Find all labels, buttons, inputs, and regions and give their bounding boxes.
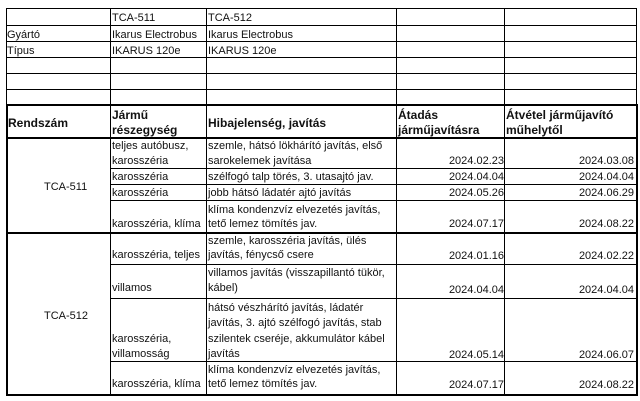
cell-fault: kábel) [208, 282, 238, 294]
cell-part: villamosság [112, 348, 170, 360]
cell-fault: tető lemez tömítés jav. [208, 218, 318, 230]
header-part-line2: részegység [112, 123, 178, 137]
cell-fault: sarokelemek javítása [208, 155, 312, 167]
grid-line-vertical [206, 8, 207, 104]
cell-fault: javítás, 3. ajtó szélfogó javítás, stab [208, 317, 382, 329]
grid-line-vertical [396, 104, 397, 396]
grid-line-horizontal [6, 104, 636, 106]
cell-receipt-date: 2024.06.29 [578, 187, 634, 199]
cell-receipt-date: 2024.08.22 [578, 379, 634, 391]
cell-receipt-date: 2024.04.04 [578, 171, 634, 183]
cell-fault: villamos javítás (visszapillantó tükör, [208, 267, 385, 279]
info-header-col2: TCA-512 [208, 12, 253, 24]
grid-line-horizontal [6, 89, 636, 90]
cell-part: karosszéria [112, 187, 169, 199]
info-type-col2: IKARUS 120e [208, 45, 277, 57]
grid-line-horizontal [110, 200, 636, 201]
cell-receipt-date: 2024.08.22 [578, 218, 634, 230]
cell-handover-date: 2024.07.17 [448, 379, 504, 391]
group-plate: TCA-511 [44, 181, 88, 193]
grid-line-horizontal [6, 394, 636, 396]
header-receipt-line1: Átvétel járműjavító [506, 108, 614, 122]
info-type-col1: IKARUS 120e [112, 45, 181, 57]
cell-fault: jobb hátsó ládatér ajtó javítás [208, 187, 352, 199]
info-manufacturer-col1: Ikarus Electrobus [112, 29, 197, 41]
cell-fault: szélfogó talp törés, 3. utasajtó jav. [208, 171, 374, 183]
cell-handover-date: 2024.05.26 [448, 187, 504, 199]
cell-handover-date: 2024.07.17 [448, 218, 504, 230]
cell-handover-date: 2024.04.04 [448, 284, 504, 296]
grid-line-vertical [504, 104, 505, 396]
maintenance-sheet [6, 8, 636, 396]
cell-fault: klíma kondenzvíz elvezetés javítás, [208, 204, 381, 216]
info-manufacturer-col2: Ikarus Electrobus [208, 29, 293, 41]
cell-fault: hátsó vészhárító javítás, ládatér [208, 302, 364, 314]
grid-line-vertical [110, 104, 111, 396]
header-fault: Hibajelenség, javítás [208, 116, 327, 130]
grid-line-horizontal [6, 41, 636, 42]
grid-line-horizontal [6, 57, 636, 58]
header-handover-line1: Átadás [398, 108, 439, 122]
grid-line-horizontal [6, 8, 636, 9]
cell-fault: javítás, fénycső csere [208, 249, 314, 261]
cell-fault: tető lemez tömítés jav. [208, 378, 318, 390]
cell-fault: javítás [208, 348, 240, 360]
info-header-col1: TCA-511 [112, 12, 156, 24]
header-receipt-line2: műhelytől [506, 123, 563, 137]
grid-line-vertical [396, 8, 397, 104]
cell-handover-date: 2024.04.04 [448, 171, 504, 183]
cell-fault: szilentek cseréje, akkumulátor kábel [208, 333, 385, 345]
grid-line-horizontal [110, 184, 636, 185]
cell-part: karosszéria, [112, 333, 172, 345]
info-label-manufacturer: Gyártó [7, 29, 41, 41]
cell-handover-date: 2024.01.16 [448, 250, 504, 262]
grid-line-vertical [206, 104, 207, 396]
cell-fault: szemle, karosszéria javítás, ülés [208, 235, 367, 247]
cell-part: villamos [112, 282, 152, 294]
grid-line-vertical [636, 104, 638, 396]
cell-part: karosszéria, klíma [112, 378, 201, 390]
cell-handover-date: 2024.02.23 [448, 155, 504, 167]
group-plate: TCA-512 [44, 310, 89, 322]
cell-receipt-date: 2024.06.07 [578, 349, 634, 361]
cell-receipt-date: 2024.03.08 [578, 155, 634, 167]
grid-line-horizontal [110, 264, 636, 265]
cell-part: karosszéria, klíma [112, 218, 201, 230]
header-handover-line2: járműjavításra [398, 123, 480, 137]
cell-handover-date: 2024.05.14 [448, 349, 504, 361]
cell-receipt-date: 2024.02.22 [578, 250, 634, 262]
grid-line-horizontal [110, 361, 636, 362]
grid-line-vertical [110, 8, 111, 104]
cell-fault: klíma kondenzvíz elvezetés javítás, [208, 364, 381, 376]
grid-line-horizontal [6, 73, 636, 74]
cell-part: teljes autóbusz, [112, 140, 189, 152]
header-plate: Rendszám [8, 116, 69, 130]
cell-part: karosszéria [112, 155, 169, 167]
grid-line-vertical [504, 8, 505, 104]
grid-line-horizontal [110, 168, 636, 169]
info-label-type: Típus [7, 45, 35, 57]
grid-line-horizontal [6, 25, 636, 26]
grid-line-horizontal [110, 298, 636, 299]
grid-line-vertical [6, 104, 8, 396]
header-part-line1: Jármű [112, 108, 149, 122]
cell-part: karosszéria, teljes [112, 249, 201, 261]
cell-receipt-date: 2024.04.04 [578, 284, 634, 296]
grid-line-vertical [636, 8, 637, 104]
cell-fault: szemle, hátsó lökhárító javítás, első [208, 140, 383, 152]
cell-part: karosszéria [112, 171, 169, 183]
